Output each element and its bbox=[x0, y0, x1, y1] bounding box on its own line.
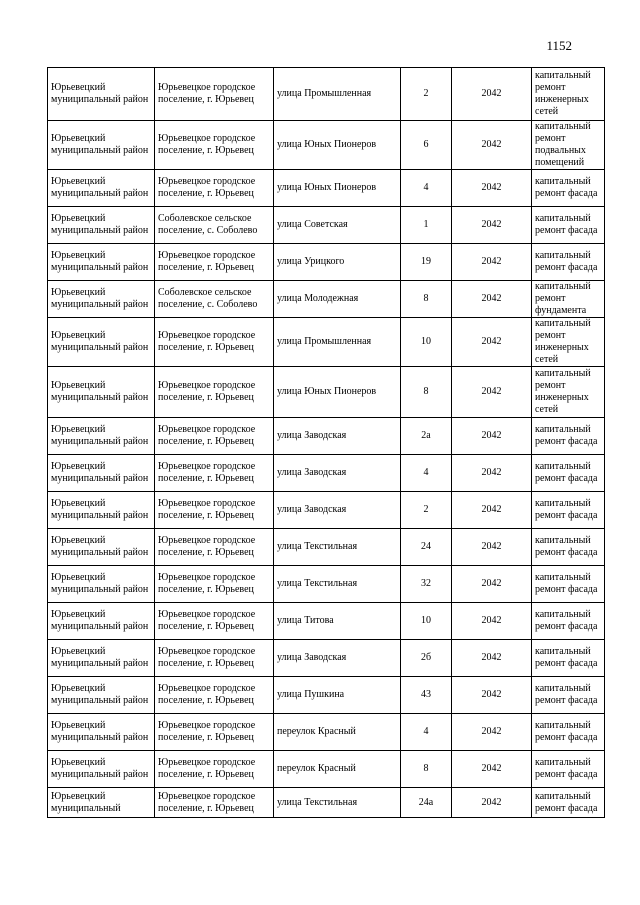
street-cell: улица Советская bbox=[274, 207, 401, 244]
settlement-cell: Юрьевецкое городское поселение, г. Юрьевец bbox=[155, 367, 274, 418]
settlement-cell: Юрьевецкое городское поселение, г. Юрьевец bbox=[155, 68, 274, 121]
house-number-cell: 4 bbox=[401, 714, 452, 751]
work-type-cell: капитальный ремонт фасада bbox=[532, 751, 605, 788]
settlement-cell: Юрьевецкое городское поселение, г. Юрьевец bbox=[155, 418, 274, 455]
settlement-cell: Юрьевецкое городское поселение, г. Юрьевец bbox=[155, 566, 274, 603]
table-row bbox=[48, 640, 605, 677]
year-cell: 2042 bbox=[452, 281, 532, 318]
house-number-cell: 24а bbox=[401, 788, 452, 818]
street-cell: улица Заводская bbox=[274, 455, 401, 492]
district-cell: Юрьевецкий муниципальный район bbox=[48, 281, 155, 318]
work-type-cell: капитальный ремонт фасада bbox=[532, 492, 605, 529]
house-number-cell: 24 bbox=[401, 529, 452, 566]
house-number-cell: 32 bbox=[401, 566, 452, 603]
work-type-cell: капитальный ремонт фасада bbox=[532, 418, 605, 455]
year-cell: 2042 bbox=[452, 751, 532, 788]
house-number-cell: 19 bbox=[401, 244, 452, 281]
settlement-cell: Юрьевецкое городское поселение, г. Юрьевец bbox=[155, 529, 274, 566]
district-cell: Юрьевецкий муниципальный район bbox=[48, 318, 155, 367]
settlement-cell: Юрьевецкое городское поселение, г. Юрьевец bbox=[155, 121, 274, 170]
table-row bbox=[48, 170, 605, 207]
year-cell: 2042 bbox=[452, 68, 532, 121]
district-cell: Юрьевецкий муниципальный район bbox=[48, 640, 155, 677]
table-row bbox=[48, 318, 605, 367]
year-cell: 2042 bbox=[452, 367, 532, 418]
house-number-cell: 1 bbox=[401, 207, 452, 244]
table-row bbox=[48, 788, 605, 818]
street-cell: улица Титова bbox=[274, 603, 401, 640]
house-number-cell: 2а bbox=[401, 418, 452, 455]
street-cell: улица Заводская bbox=[274, 418, 401, 455]
district-cell: Юрьевецкий муниципальный район bbox=[48, 751, 155, 788]
settlement-cell: Юрьевецкое городское поселение, г. Юрьевец bbox=[155, 170, 274, 207]
district-cell: Юрьевецкий муниципальный район bbox=[48, 603, 155, 640]
street-cell: улица Текстильная bbox=[274, 788, 401, 818]
house-number-cell: 4 bbox=[401, 455, 452, 492]
table-row bbox=[48, 529, 605, 566]
work-type-cell: капитальный ремонт фасада bbox=[532, 788, 605, 818]
house-number-cell: 8 bbox=[401, 367, 452, 418]
district-cell: Юрьевецкий муниципальный район bbox=[48, 207, 155, 244]
work-type-cell: капитальный ремонт фасада bbox=[532, 170, 605, 207]
street-cell: улица Текстильная bbox=[274, 566, 401, 603]
house-number-cell: 4 bbox=[401, 170, 452, 207]
year-cell: 2042 bbox=[452, 492, 532, 529]
house-number-cell: 10 bbox=[401, 318, 452, 367]
street-cell: улица Юных Пионеров bbox=[274, 170, 401, 207]
table-row bbox=[48, 281, 605, 318]
district-cell: Юрьевецкий муниципальный район bbox=[48, 714, 155, 751]
street-cell: улица Пушкина bbox=[274, 677, 401, 714]
year-cell: 2042 bbox=[452, 677, 532, 714]
page-number: 1152 bbox=[546, 38, 572, 53]
work-type-cell: капитальный ремонт фасада bbox=[532, 714, 605, 751]
table-row bbox=[48, 603, 605, 640]
table-row bbox=[48, 244, 605, 281]
house-number-cell: 2б bbox=[401, 640, 452, 677]
year-cell: 2042 bbox=[452, 418, 532, 455]
table-row bbox=[48, 566, 605, 603]
house-number-cell: 10 bbox=[401, 603, 452, 640]
house-number-cell: 8 bbox=[401, 751, 452, 788]
table-body bbox=[48, 68, 605, 818]
district-cell: Юрьевецкий муниципальный район bbox=[48, 492, 155, 529]
year-cell: 2042 bbox=[452, 603, 532, 640]
work-type-cell: капитальный ремонт фасада bbox=[532, 566, 605, 603]
work-type-cell: капитальный ремонт инженерных сетей bbox=[532, 367, 605, 418]
table-row bbox=[48, 367, 605, 418]
settlement-cell: Юрьевецкое городское поселение, г. Юрьевец bbox=[155, 603, 274, 640]
district-cell: Юрьевецкий муниципальный район bbox=[48, 529, 155, 566]
street-cell: улица Юных Пионеров bbox=[274, 121, 401, 170]
street-cell: улица Текстильная bbox=[274, 529, 401, 566]
settlement-cell: Соболевское сельское поселение, с. Соболево bbox=[155, 207, 274, 244]
year-cell: 2042 bbox=[452, 318, 532, 367]
house-number-cell: 43 bbox=[401, 677, 452, 714]
district-cell: Юрьевецкий муниципальный район bbox=[48, 244, 155, 281]
year-cell: 2042 bbox=[452, 244, 532, 281]
table-row bbox=[48, 68, 605, 121]
work-type-cell: капитальный ремонт фасада bbox=[532, 677, 605, 714]
settlement-cell: Соболевское сельское поселение, с. Соболево bbox=[155, 281, 274, 318]
year-cell: 2042 bbox=[452, 455, 532, 492]
work-type-cell: капитальный ремонт фасада bbox=[532, 640, 605, 677]
street-cell: улица Урицкого bbox=[274, 244, 401, 281]
work-type-cell: капитальный ремонт фасада bbox=[532, 455, 605, 492]
district-cell: Юрьевецкий муниципальный район bbox=[48, 367, 155, 418]
house-number-cell: 6 bbox=[401, 121, 452, 170]
street-cell: улица Заводская bbox=[274, 640, 401, 677]
work-type-cell: капитальный ремонт подвальных помещений bbox=[532, 121, 605, 170]
street-cell: улица Заводская bbox=[274, 492, 401, 529]
table-row bbox=[48, 121, 605, 170]
settlement-cell: Юрьевецкое городское поселение, г. Юрьевец bbox=[155, 751, 274, 788]
year-cell: 2042 bbox=[452, 207, 532, 244]
district-cell: Юрьевецкий муниципальный район bbox=[48, 455, 155, 492]
work-type-cell: капитальный ремонт фундамента bbox=[532, 281, 605, 318]
work-type-cell: капитальный ремонт фасада bbox=[532, 603, 605, 640]
year-cell: 2042 bbox=[452, 640, 532, 677]
table-row bbox=[48, 455, 605, 492]
settlement-cell: Юрьевецкое городское поселение, г. Юрьевец bbox=[155, 677, 274, 714]
year-cell: 2042 bbox=[452, 170, 532, 207]
work-type-cell: капитальный ремонт фасада bbox=[532, 244, 605, 281]
settlement-cell: Юрьевецкое городское поселение, г. Юрьевец bbox=[155, 318, 274, 367]
year-cell: 2042 bbox=[452, 121, 532, 170]
year-cell: 2042 bbox=[452, 566, 532, 603]
district-cell: Юрьевецкий муниципальный район bbox=[48, 121, 155, 170]
year-cell: 2042 bbox=[452, 529, 532, 566]
house-number-cell: 2 bbox=[401, 68, 452, 121]
table-row bbox=[48, 492, 605, 529]
street-cell: улица Промышленная bbox=[274, 318, 401, 367]
district-cell: Юрьевецкий муниципальный район bbox=[48, 677, 155, 714]
settlement-cell: Юрьевецкое городское поселение, г. Юрьевец bbox=[155, 714, 274, 751]
street-cell: улица Промышленная bbox=[274, 68, 401, 121]
settlement-cell: Юрьевецкое городское поселение, г. Юрьевец bbox=[155, 640, 274, 677]
settlement-cell: Юрьевецкое городское поселение, г. Юрьевец bbox=[155, 244, 274, 281]
settlement-cell: Юрьевецкое городское поселение, г. Юрьевец bbox=[155, 455, 274, 492]
table-row bbox=[48, 418, 605, 455]
settlement-cell: Юрьевецкое городское поселение, г. Юрьевец bbox=[155, 788, 274, 818]
district-cell: Юрьевецкий муниципальный bbox=[48, 788, 155, 818]
district-cell: Юрьевецкий муниципальный район bbox=[48, 68, 155, 121]
house-number-cell: 8 bbox=[401, 281, 452, 318]
table-row bbox=[48, 751, 605, 788]
settlement-cell: Юрьевецкое городское поселение, г. Юрьевец bbox=[155, 492, 274, 529]
work-type-cell: капитальный ремонт фасада bbox=[532, 207, 605, 244]
street-cell: улица Молодежная bbox=[274, 281, 401, 318]
work-type-cell: капитальный ремонт фасада bbox=[532, 529, 605, 566]
street-cell: переулок Красный bbox=[274, 714, 401, 751]
year-cell: 2042 bbox=[452, 788, 532, 818]
district-cell: Юрьевецкий муниципальный район bbox=[48, 418, 155, 455]
house-number-cell: 2 bbox=[401, 492, 452, 529]
year-cell: 2042 bbox=[452, 714, 532, 751]
street-cell: улица Юных Пионеров bbox=[274, 367, 401, 418]
table-row bbox=[48, 677, 605, 714]
work-type-cell: капитальный ремонт инженерных сетей bbox=[532, 318, 605, 367]
table-row bbox=[48, 714, 605, 751]
repair-schedule-table bbox=[47, 67, 605, 818]
street-cell: переулок Красный bbox=[274, 751, 401, 788]
district-cell: Юрьевецкий муниципальный район bbox=[48, 170, 155, 207]
district-cell: Юрьевецкий муниципальный район bbox=[48, 566, 155, 603]
work-type-cell: капитальный ремонт инженерных сетей bbox=[532, 68, 605, 121]
table-row bbox=[48, 207, 605, 244]
